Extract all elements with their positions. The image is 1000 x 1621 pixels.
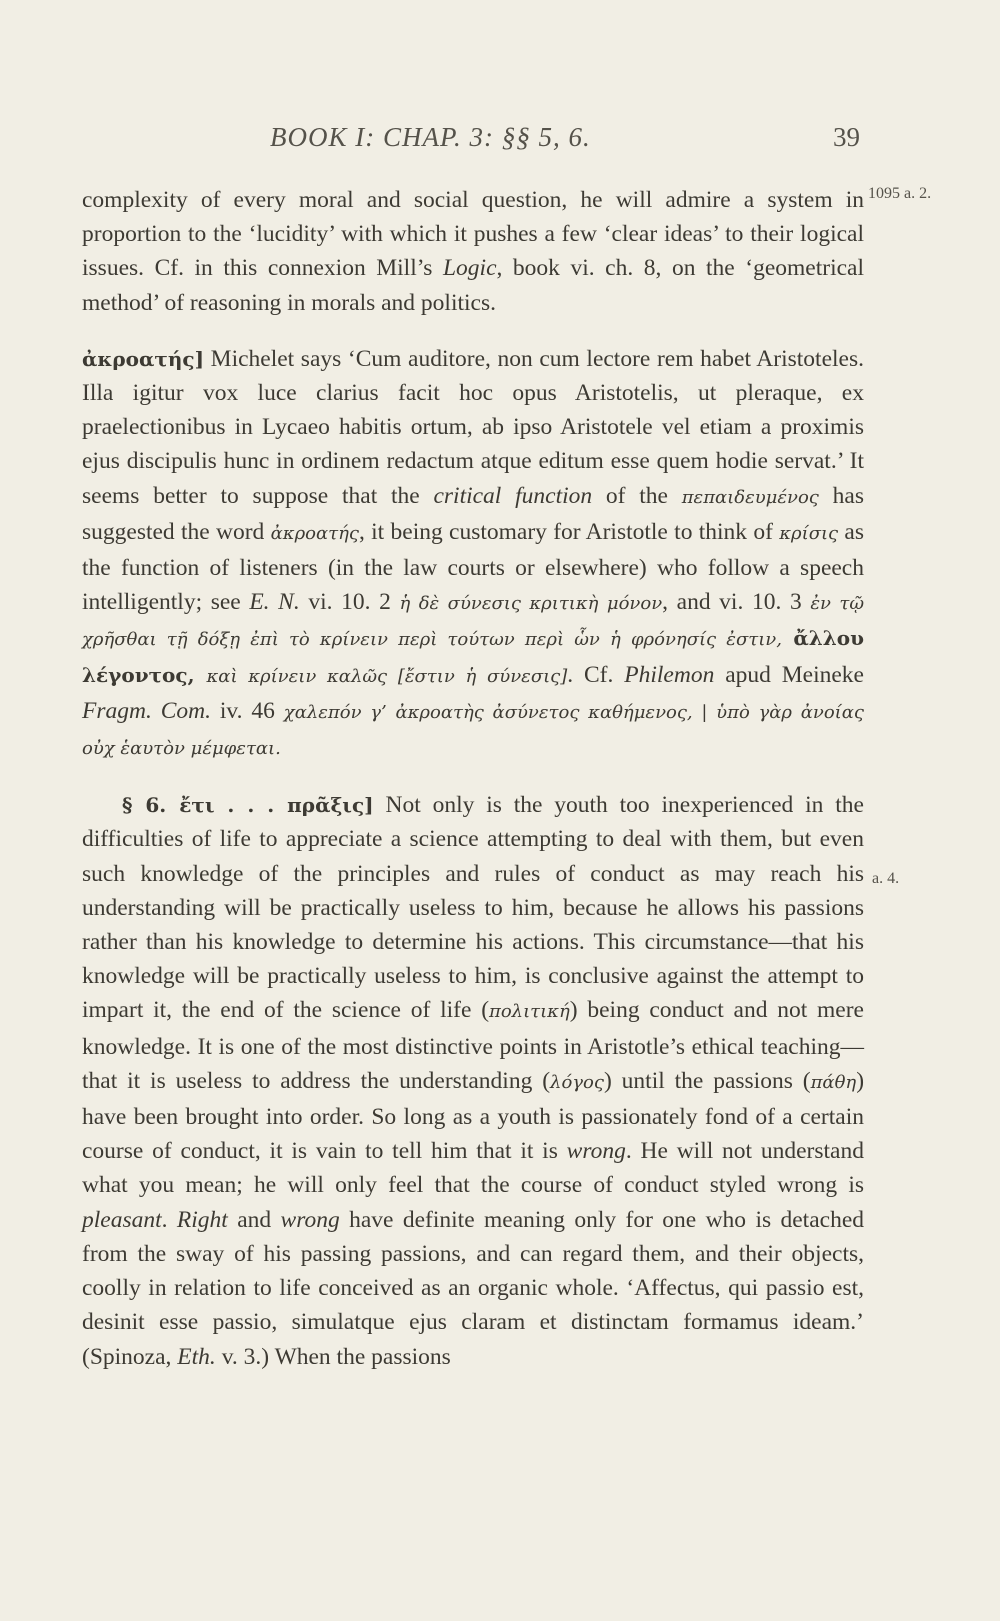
note-section-6 <box>82 788 864 1373</box>
note-akroates <box>82 342 864 766</box>
text-run: . He will not understand what you mean; he will only feel that the course of conduct styled wrong is <box>82 1138 864 1199</box>
author-italic: Philemon <box>624 661 715 688</box>
margin-reference: a. 4. <box>872 870 900 887</box>
greek-text: ἡ δὲ σύνεσις κριτικὴ μόνον <box>399 593 663 615</box>
greek-text: πάθη <box>810 1071 857 1093</box>
text-run: , book vi. ch. 8, on the ‘geometrical method’ of reasoning in morals and politics. <box>82 255 864 316</box>
lemma: ἀκροατής] <box>82 346 205 371</box>
greek-text: ἐν τῷ χρῆσθαι τῇ δόξῃ ἐπὶ τὸ κρίνειν περὶ τούτων περὶ ὧν ἡ φρόνησίς ἐστιν, <box>82 593 865 651</box>
citation-italic: Eth. <box>177 1343 216 1370</box>
page-header <box>82 122 860 158</box>
greek-text: κρίσις <box>779 522 839 544</box>
emphasis: wrong <box>566 1138 626 1165</box>
text-run: . Cf. <box>567 661 625 688</box>
text-run: and <box>227 1206 281 1233</box>
emphasis: Right <box>176 1206 228 1233</box>
emphasis: critical function <box>433 482 593 509</box>
title-italic: Logic <box>442 255 497 282</box>
greek-text: πολιτική <box>489 1001 570 1023</box>
emphasis: pleasant <box>82 1206 162 1233</box>
text-run: ) being conduct and not mere knowledge. It is one of the most distinctive points in Aristotle’s ethical teaching—that it is useless to address the understanding ( <box>82 997 864 1094</box>
text-run: ) until the passions ( <box>603 1067 811 1094</box>
paragraph-continuation <box>82 183 864 320</box>
margin-reference: 1095 a. 2. <box>868 185 932 202</box>
text-run: , and vi. 10. 3 <box>662 589 811 616</box>
text-run: , it being customary for Aristotle to think of <box>358 518 780 545</box>
page-number: 39 <box>833 122 860 152</box>
lemma: § 6. ἔτι . . . πρᾶξις] <box>122 793 374 818</box>
text-run: of the <box>592 482 682 509</box>
text-run: Not only is the youth too inexperienced in the difficulties of life to appreciate a science attempting to deal with them, but even such knowledge of the principles and rules of conduct as may reach his understanding will be practically useless to him, because he allows his passions rather than his knowledge to determine his actions. This circumstance—that his knowledge will be practically useless to him, is conclusive against the attempt to impart it, the end of the science of life ( <box>82 792 864 1024</box>
body-text <box>82 183 864 1374</box>
greek-text: χαλεπόν γ’ ἀκροατὴς ἀσύνετος καθήμενος, | ὑπὸ γὰρ ἀνοίας οὐχ ἑαυτὸν μέμφεται. <box>82 701 864 760</box>
text-run: v. 3.) When the passions <box>215 1343 451 1370</box>
text-run: iv. 46 <box>211 697 284 724</box>
greek-bold: ἄλλου λέγοντος, <box>82 626 864 687</box>
text-run: Michelet says ‘Cum auditore, non cum lectore rem habet Aristoteles. Illa igitur vox luce clarius facit hoc opus Aristotelis, ut pleraque, ex praelectionibus in Lycaeo habitis ortum, ab ipso Aristotele vel etiam a proximis ejus discipulis hunc in ordinem redactum atque editum esse quem hodie servat.’ It seems better to suppose that the <box>82 345 864 509</box>
text-run: . <box>161 1206 177 1233</box>
text-run: as the function of listeners (in the law courts or elsewhere) who follow a speech intelligently; see <box>82 518 865 616</box>
text-run: complexity of every moral and social question, he will admire a system in proportion to the ‘lucidity’ with which it pushes a few ‘clear ideas’ to their logical issues. Cf. in this connexion Mill’s <box>82 187 864 282</box>
text-run: have definite meaning only for one who is detached from the sway of his passing passions, and can regard them, and their objects, coolly in relation to life conceived as an organic whole. ‘Affectus, qui passio est, desinit esse passio, simulatque ejus claram et distinctam formamus ideam.’ (Spinoza, <box>82 1206 865 1370</box>
running-head: BOOK I: CHAP. 3: §§ 5, 6. <box>270 122 591 152</box>
citation-italic: E. N. <box>249 589 300 616</box>
greek-text: πεπαιδευμένος <box>681 486 819 508</box>
greek-text: καὶ κρίνειν καλῶς [ἔστιν ἡ σύνεσις] <box>206 665 568 687</box>
text-run: ) have been brought into order. So long as a youth is passionately fond of a certain course of conduct, it is vain to tell him that it is <box>82 1067 865 1165</box>
text-run: apud Meineke <box>714 661 864 688</box>
greek-text: λόγος <box>550 1071 604 1093</box>
emphasis: wrong <box>280 1206 340 1233</box>
text-run: vi. 10. 2 <box>299 589 400 616</box>
greek-text: ἀκροατής <box>270 522 359 544</box>
title-italic: Fragm. Com. <box>82 697 211 724</box>
text-run: has suggested the word <box>82 482 864 545</box>
